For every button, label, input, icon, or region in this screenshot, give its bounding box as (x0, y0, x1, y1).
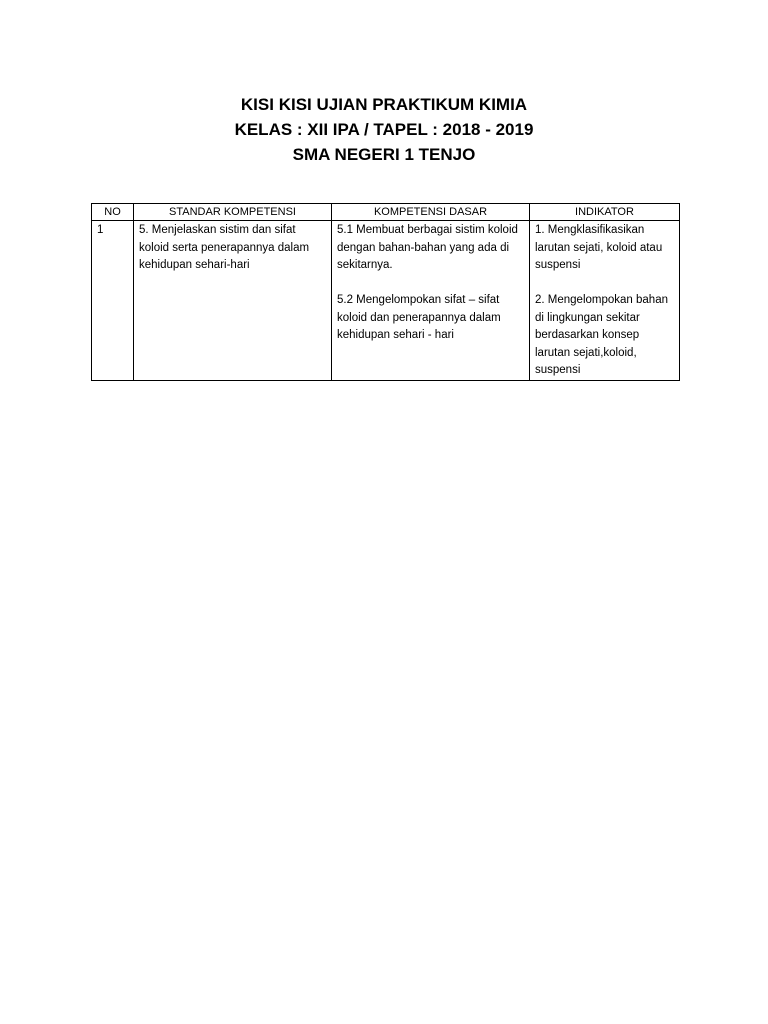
title-line-2: KELAS : XII IPA / TAPEL : 2018 - 2019 (234, 120, 534, 139)
indikator-item: 1. Mengklasifikasikan larutan sejati, koloid atau suspensi (535, 224, 663, 271)
indikator-item: 2. Mengelompokan bahan di lingkungan sekitar berdasarkan konsep larutan sejati,koloid, suspensi (535, 294, 668, 376)
cell-no: 1 (92, 221, 134, 381)
cell-standar-kompetensi: 5. Menjelaskan sistim dan sifat koloid serta penerapannya dalam kehidupan sehari-hari (134, 221, 332, 381)
kompetensi-dasar-item: 5.1 Membuat berbagai sistim koloid dengan bahan-bahan yang ada di sekitarnya. (337, 224, 518, 271)
header-indikator: INDIKATOR (530, 204, 680, 221)
header-standar-kompetensi: STANDAR KOMPETENSI (134, 204, 332, 221)
title-line-1: KISI KISI UJIAN PRAKTIKUM KIMIA (240, 95, 528, 114)
kompetensi-dasar-item: 5.2 Mengelompokan sifat – sifat koloid dan penerapannya dalam kehidupan sehari - hari (337, 294, 501, 341)
cell-indikator (530, 221, 680, 381)
competency-table (91, 203, 680, 381)
cell-kompetensi-dasar (332, 221, 530, 381)
header-no: NO (92, 204, 134, 221)
title-line-3: SMA NEGERI 1 TENJO (292, 145, 476, 164)
header-kompetensi-dasar: KOMPETENSI DASAR (332, 204, 530, 221)
table-header-row (92, 204, 680, 221)
table-row (92, 221, 680, 381)
document-title (0, 92, 768, 167)
